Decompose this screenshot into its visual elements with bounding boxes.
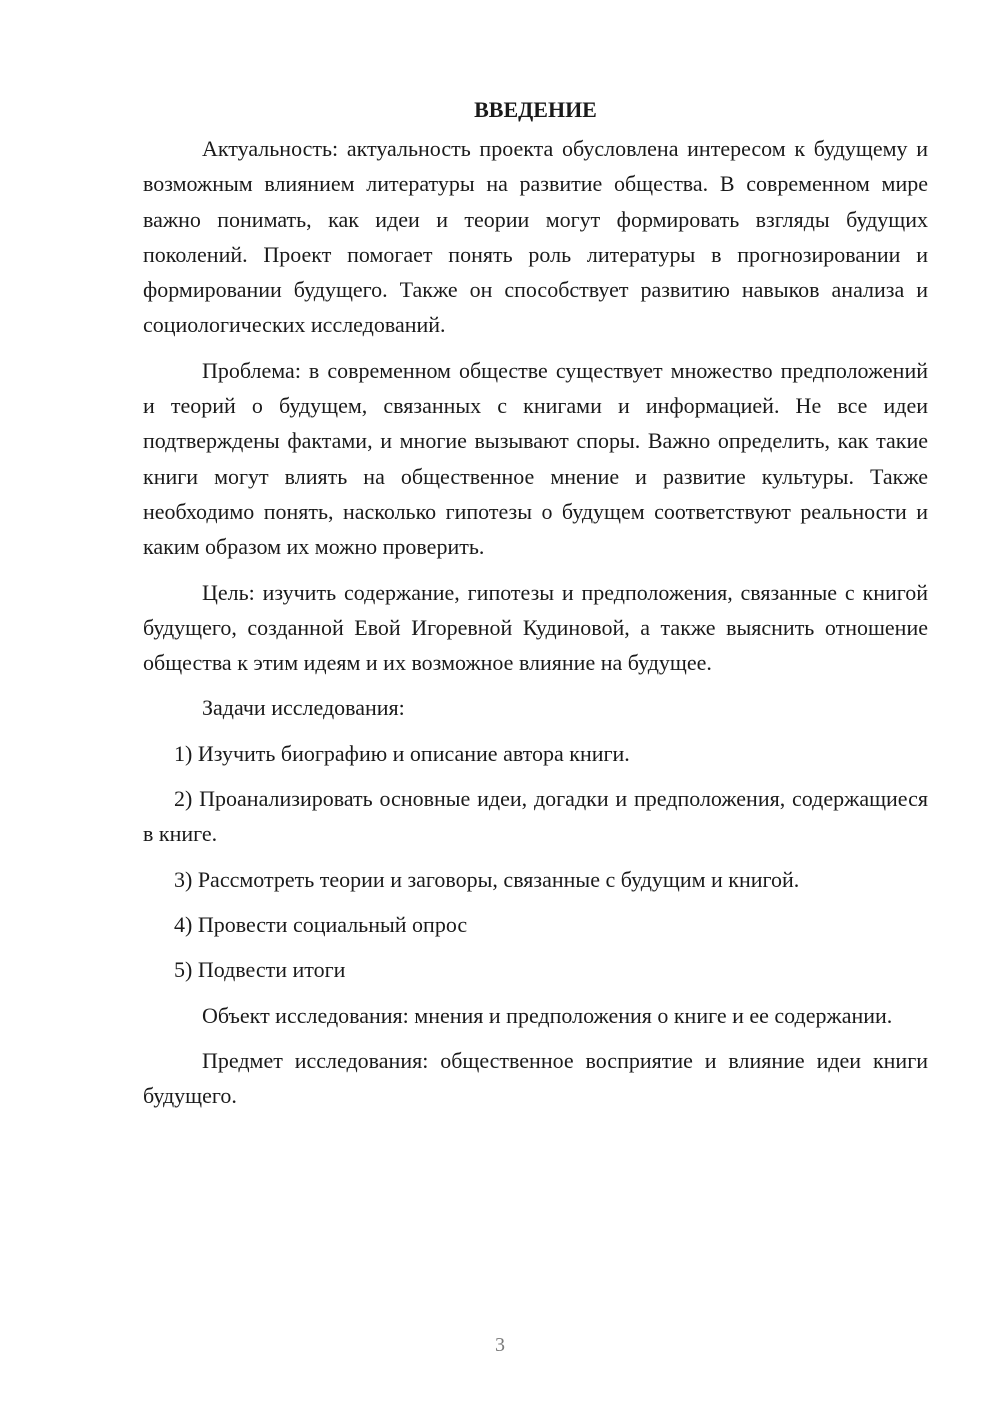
tasks-heading: Задачи исследования: bbox=[202, 695, 405, 721]
page-number: 3 bbox=[495, 1334, 505, 1356]
document-page bbox=[143, 92, 928, 1123]
task-item-2: 2) Проанализировать основные идеи, догадки и предположения, содержащиеся в книге. bbox=[143, 786, 928, 847]
task-item-1: 1) Изучить биографию и описание автора книги. bbox=[174, 740, 630, 766]
research-subject-paragraph: Предмет исследования: общественное восприятие и влияние идеи книги будущего. bbox=[143, 1047, 928, 1109]
relevance-paragraph: Актуальность: актуальность проекта обусловлена интересом к будущему и возможным влиянием литературы на развитие общества. В современном мире важно понимать, как идеи и теории могут формировать взгляды будущих поколений. Проект помогает понять роль литературы в прогнозировании и формировании будущего. Также он способствует развитию навыков анализа и социологических исследований. bbox=[143, 136, 928, 338]
goal-paragraph: Цель: изучить содержание, гипотезы и предположения, связанные с книгой будущего, созданной Евой Игоревной Кудиновой, а также выяснить отношение общества к этим идеям и их возможное влияние на будущее. bbox=[143, 579, 928, 676]
research-object-paragraph: Объект исследования: мнения и предположения о книге и ее содержании. bbox=[202, 1002, 893, 1028]
task-item-5: 5) Подвести итоги bbox=[174, 957, 346, 983]
page-title: ВВЕДЕНИЕ bbox=[474, 97, 597, 122]
problem-paragraph: Проблема: в современном обществе существует множество предположений и теорий о будущем, связанных с книгами и информацией. Не все идеи подтверждены фактами, и многие вызывают споры. Важно определить, как такие книги могут влиять на общественное мнение и развитие культуры. Также необходимо понять, насколько гипотезы о будущем соответствуют реальности и каким образом их можно проверить. bbox=[143, 357, 928, 560]
task-item-4: 4) Провести социальный опрос bbox=[174, 911, 468, 937]
task-item-3: 3) Рассмотреть теории и заговоры, связанные с будущим и книгой. bbox=[174, 866, 800, 892]
